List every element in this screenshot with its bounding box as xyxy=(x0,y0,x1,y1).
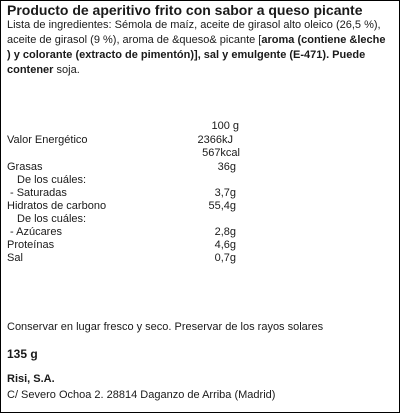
nutrition-value: 567kcal xyxy=(202,147,240,159)
nutrition-row xyxy=(0,133,400,147)
ingredients-part-3: soja. xyxy=(53,64,80,76)
nutrition-value: 36g xyxy=(217,161,236,173)
nutrition-row xyxy=(0,186,400,200)
nutrition-value: 2,8g xyxy=(214,226,236,238)
nutrition-row xyxy=(0,173,400,187)
net-weight: 135 g xyxy=(7,347,38,361)
nutrition-row xyxy=(0,212,400,226)
company-address: C/ Severo Ochoa 2. 28814 Daganzo de Arriba (Madrid) xyxy=(7,389,276,401)
nutrition-value: 4,6g xyxy=(214,239,236,251)
nutrition-label: Valor Energético xyxy=(7,134,88,146)
company-name: Risi, S.A. xyxy=(7,373,55,385)
nutrition-value: 2366kJ xyxy=(197,134,233,146)
nutrition-row xyxy=(0,146,400,160)
nutrition-row xyxy=(0,199,400,213)
nutrition-label: Proteínas xyxy=(7,239,55,251)
ingredients-text xyxy=(7,18,392,78)
product-title: Producto de aperitivo frito con sabor a queso picante xyxy=(7,2,363,18)
nutrition-label: De los cuáles: xyxy=(17,174,87,186)
storage-text: Conservar en lugar fresco y seco. Preservar de los rayos solares xyxy=(7,321,324,333)
nutrition-value: 0,7g xyxy=(214,252,236,264)
ingredients-part-1: Lista de ingredientes: Sémola de maíz, aceite de girasol alto oleico (26,5 %), aceite de girasol (9 %), aroma de &queso& picante [ xyxy=(7,19,381,46)
nutrition-value: 55,4g xyxy=(208,200,236,212)
nutrition-row xyxy=(0,238,400,252)
nutrition-header: 100 g xyxy=(211,120,239,132)
nutrition-label: Sal xyxy=(7,252,23,264)
nutrition-row xyxy=(0,251,400,265)
nutrition-row xyxy=(0,160,400,174)
nutrition-label: - Saturadas xyxy=(10,187,67,199)
ingredients-part-2: aroma (contiene &leche ) y colorante (extracto de pimentón)], sal y emulgente (E-471). Puede contener xyxy=(7,34,386,76)
nutrition-row xyxy=(0,225,400,239)
nutrition-label: - Azúcares xyxy=(10,226,62,238)
nutrition-label: Grasas xyxy=(7,161,43,173)
nutrition-value: 3,7g xyxy=(214,187,236,199)
nutrition-label: De los cuáles: xyxy=(17,213,87,225)
nutrition-label: Hidratos de carbono xyxy=(7,200,107,212)
